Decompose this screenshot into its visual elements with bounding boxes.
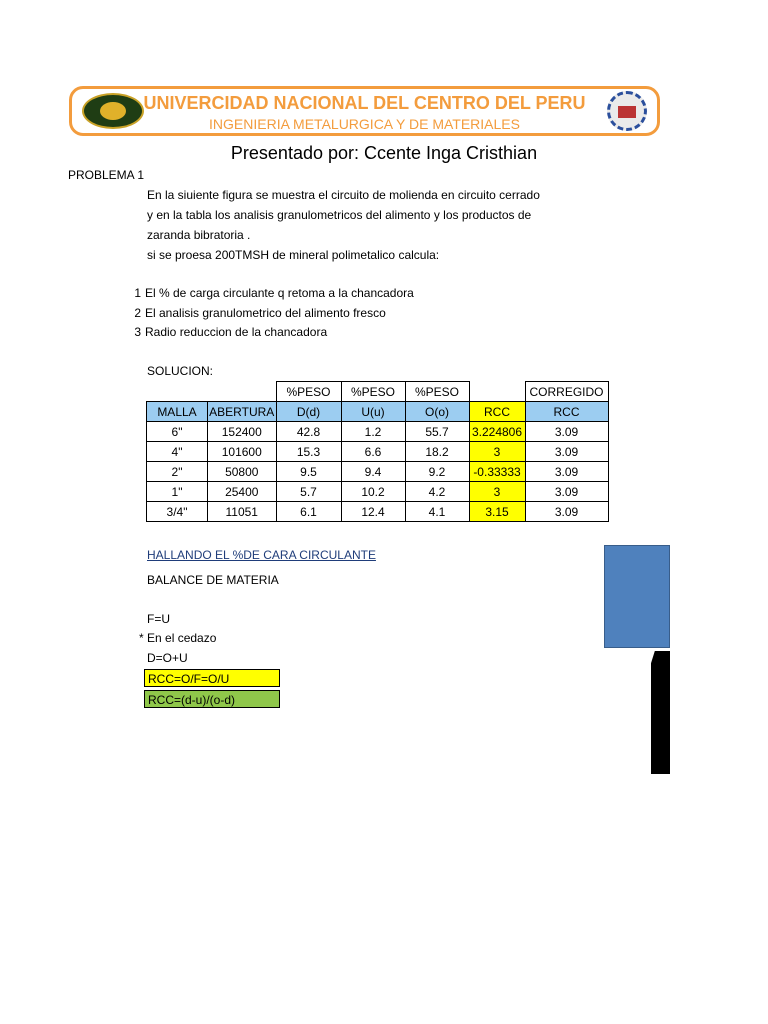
question-text: El analisis granulometrico del alimento fresco bbox=[145, 306, 386, 320]
question-number: 3 bbox=[134, 325, 141, 339]
circuit-diagram-black-block bbox=[651, 651, 670, 774]
table-top-header: CORREGIDO bbox=[525, 382, 608, 402]
table-header: ABERTURA bbox=[208, 402, 277, 422]
balance-label: BALANCE DE MATERIA bbox=[147, 573, 279, 587]
faculty-name: INGENIERIA METALURGICA Y DE MATERIALES bbox=[209, 116, 520, 132]
table-cell: 3 bbox=[469, 442, 525, 462]
formula-rcc-difference: RCC=(d-u)/(o-d) bbox=[144, 690, 280, 708]
table-row bbox=[147, 502, 609, 522]
table-top-header: %PESO bbox=[405, 382, 469, 402]
table-top-header: %PESO bbox=[276, 382, 341, 402]
problem-line-1: En la siuiente figura se muestra el circuito de molienda en circuito cerrado bbox=[147, 188, 540, 202]
table-cell: 3.09 bbox=[525, 502, 608, 522]
faculty-logo-icon bbox=[607, 91, 647, 131]
table-cell: 50800 bbox=[208, 462, 277, 482]
question-number: 1 bbox=[134, 286, 141, 300]
problem-title: PROBLEMA 1 bbox=[68, 168, 145, 182]
table-cell: 2" bbox=[147, 462, 208, 482]
problem-line-4: si se proesa 200TMSH de mineral polimetalico calcula: bbox=[147, 248, 440, 262]
table-cell: 3 bbox=[469, 482, 525, 502]
table-cell: 25400 bbox=[208, 482, 277, 502]
table-header: O(o) bbox=[405, 402, 469, 422]
question-text: Radio reduccion de la chancadora bbox=[145, 325, 328, 339]
table-cell: 3.09 bbox=[525, 442, 608, 462]
table-cell: 3.224806 bbox=[469, 422, 525, 442]
granulometry-table bbox=[146, 381, 609, 522]
table-cell: 15.3 bbox=[276, 442, 341, 462]
question-text: El % de carga circulante q retoma a la chancadora bbox=[145, 286, 414, 300]
table-cell: 9.4 bbox=[341, 462, 405, 482]
table-cell: 9.2 bbox=[405, 462, 469, 482]
table-cell: 11051 bbox=[208, 502, 277, 522]
formula-rcc-ratio: RCC=O/F=O/U bbox=[144, 669, 280, 687]
table-cell: 12.4 bbox=[341, 502, 405, 522]
problem-line-2: y en la tabla los analisis granulometricos del alimento y los productos de bbox=[147, 208, 532, 222]
table-cell: 6.6 bbox=[341, 442, 405, 462]
question-number: 2 bbox=[134, 306, 141, 320]
table-top-header-row bbox=[147, 382, 609, 402]
table-cell: 5.7 bbox=[276, 482, 341, 502]
question-item-1 bbox=[131, 286, 414, 300]
table-header: RCC bbox=[469, 402, 525, 422]
problem-line-3: zaranda bibratoria . bbox=[147, 228, 251, 242]
table-cell: 6" bbox=[147, 422, 208, 442]
table-row bbox=[147, 442, 609, 462]
table-cell: 3/4" bbox=[147, 502, 208, 522]
table-header-row bbox=[147, 402, 609, 422]
solution-label: SOLUCION: bbox=[147, 364, 214, 378]
table-cell: 3.15 bbox=[469, 502, 525, 522]
table-cell: 55.7 bbox=[405, 422, 469, 442]
table-cell: 3.09 bbox=[525, 422, 608, 442]
equation-f-u: F=U bbox=[147, 612, 171, 626]
table-cell: 9.5 bbox=[276, 462, 341, 482]
table-cell: 4.2 bbox=[405, 482, 469, 502]
table-header: MALLA bbox=[147, 402, 208, 422]
table-cell: 6.1 bbox=[276, 502, 341, 522]
table-cell: 3.09 bbox=[525, 462, 608, 482]
table-cell: 101600 bbox=[208, 442, 277, 462]
presented-by: Presentado por: Ccente Inga Cristhian bbox=[230, 143, 538, 163]
question-item-3 bbox=[131, 325, 327, 339]
table-cell: -0.33333 bbox=[469, 462, 525, 482]
university-name: UNIVERCIDAD NACIONAL DEL CENTRO DEL PERU bbox=[143, 93, 586, 113]
table-row bbox=[147, 422, 609, 442]
table-row bbox=[147, 462, 609, 482]
table-cell: 3.09 bbox=[525, 482, 608, 502]
table-top-header: %PESO bbox=[341, 382, 405, 402]
table-header: D(d) bbox=[276, 402, 341, 422]
table-cell: 1" bbox=[147, 482, 208, 502]
table-cell: 18.2 bbox=[405, 442, 469, 462]
equation-d-o-u: D=O+U bbox=[147, 651, 188, 665]
table-cell: 10.2 bbox=[341, 482, 405, 502]
table-header: U(u) bbox=[341, 402, 405, 422]
circuit-diagram-blue-block bbox=[604, 545, 670, 648]
table-cell: 42.8 bbox=[276, 422, 341, 442]
table-row bbox=[147, 482, 609, 502]
header-banner bbox=[69, 86, 660, 136]
screen-note: * En el cedazo bbox=[139, 631, 217, 645]
analysis-heading: HALLANDO EL %DE CARA CIRCULANTE bbox=[147, 548, 376, 562]
table-cell: 1.2 bbox=[341, 422, 405, 442]
table-cell: 4" bbox=[147, 442, 208, 462]
question-item-2 bbox=[131, 306, 386, 320]
table-cell: 152400 bbox=[208, 422, 277, 442]
table-cell: 4.1 bbox=[405, 502, 469, 522]
table-header: RCC bbox=[525, 402, 608, 422]
